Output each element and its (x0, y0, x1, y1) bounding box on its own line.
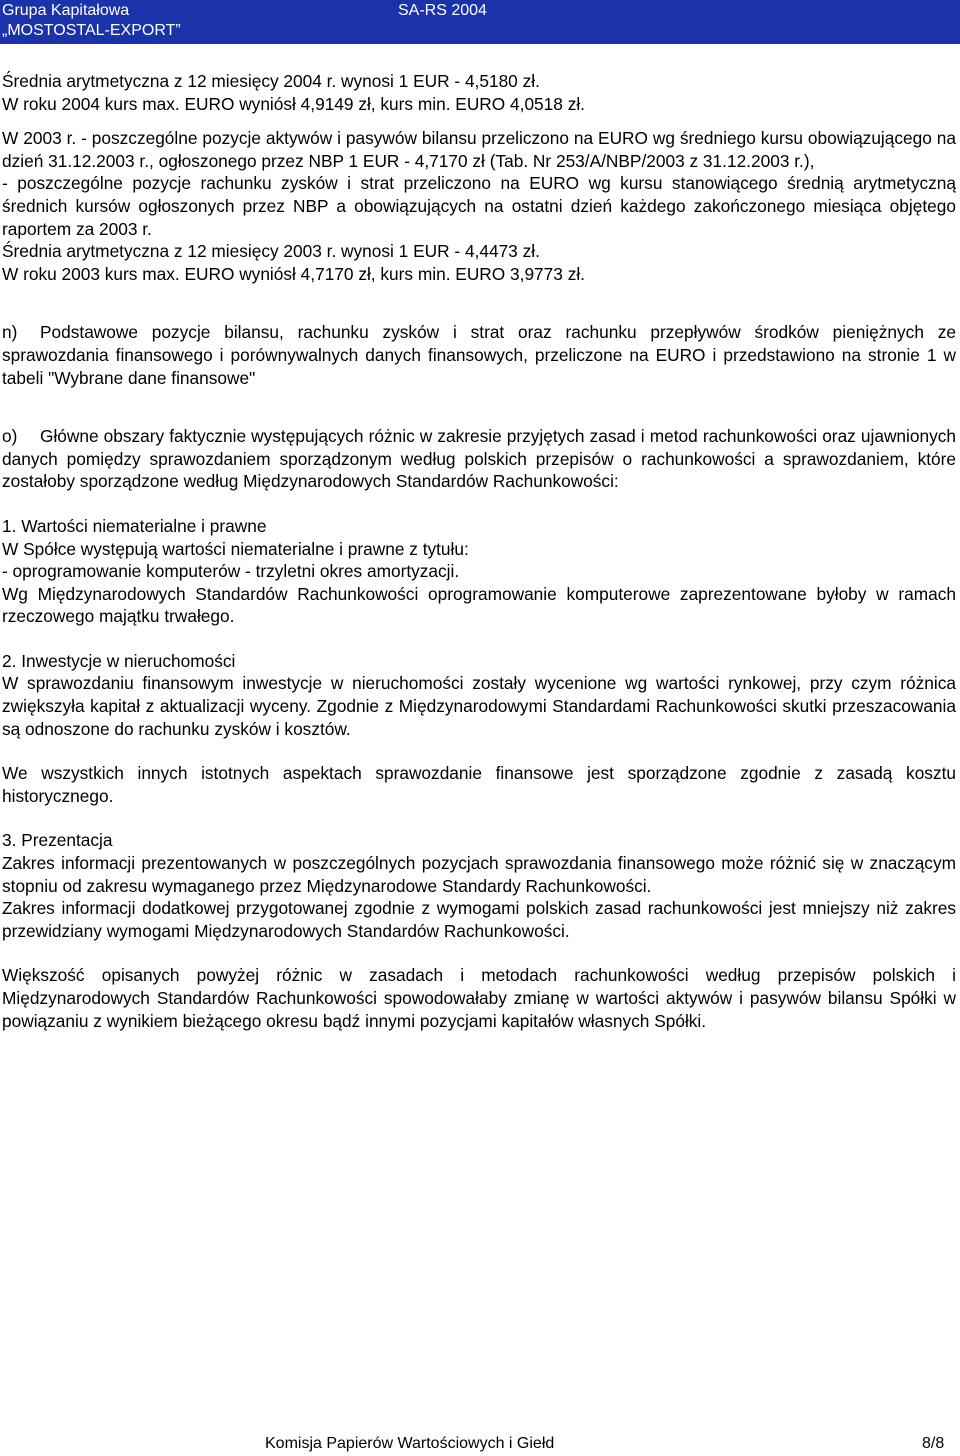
footer-commission: Komisja Papierów Wartościowych i Giełd (265, 1435, 555, 1452)
item-o-marker: o) (2, 426, 18, 447)
paragraph-minmax-2003: W roku 2003 kurs max. EURO wyniósł 4,7170 zł, kurs min. EURO 3,9773 zł. (2, 263, 585, 284)
company-name: Grupa Kapitałowa (2, 2, 130, 19)
page-number: 8/8 (922, 1435, 945, 1452)
section-1-heading: 1. Wartości niematerialne i prawne (2, 515, 267, 536)
section-3-p2: Zakres informacji dodatkowej przygotowanej zgodnie z wymogami polskich zasad rachunkowości jest mniejszy niż zakres przewidziany wymogami Międzynarodowych Standardów Rachunkowości. (2, 898, 956, 941)
item-n-marker: n) (2, 322, 18, 343)
section-2-p2: We wszystkich innych istotnych aspektach sprawozdanie finansowe jest sporządzone zgodnie z zasadą kosztu historycznego. (2, 763, 956, 806)
section-2-p1: W sprawozdaniu finansowym inwestycje w nieruchomości zostały wycenione wg wartości rynkowej, przy czym różnica zwiększyła kapitał z aktualizacji wyceny. Zgodnie z Międzynarodowymi Standardami Rachunkowości skutki przeszacowania są odnoszone do rachunku zysków i kosztów. (2, 673, 956, 739)
section-3-p1: Zakres informacji prezentowanych w poszczególnych pozycjach sprawozdania finansowego może różnić się w znaczącym stopniu od zakresu wymaganego przez Międzynarodowe Standardy Rachunkowości. (2, 853, 956, 896)
document-body (2, 70, 956, 1032)
item-n-text: Podstawowe pozycje bilansu, rachunku zysków i strat oraz rachunku przepływów środków pieniężnych ze sprawozdania finansowego i porównywalnych danych finansowych, przeliczone na EURO i przedstawiono na stronie 1 w tabeli "Wybrane dane finansowe" (2, 322, 956, 388)
paragraph-avg-2004: Średnia arytmetyczna z 12 miesięcy 2004 r. wynosi 1 EUR - 4,5180 zł. (2, 71, 540, 91)
company-name-quoted: „MOSTOSTAL-EXPORT” (2, 22, 181, 39)
paragraph-minmax-2004: W roku 2004 kurs max. EURO wyniósł 4,9149 zł, kurs min. EURO 4,0518 zł. (2, 93, 585, 114)
section-3-p3: Większość opisanych powyżej różnic w zasadach i metodach rachunkowości według przepisów polskich i Międzynarodowych Standardów Rachunkowości spowodowałaby zmianę w wartości aktywów i pasywów bilansu Spółki w powiązaniu z wynikiem bieżącego okresu bądź innymi pozycjami kapitałów własnych Spółki. (2, 965, 956, 1031)
paragraph-2003-balance: W 2003 r. - poszczególne pozycje aktywów i pasywów bilansu przeliczono na EURO wg średniego kursu obowiązującego na dzień 31.12.2003 r., ogłoszonego przez NBP 1 EUR - 4,7170 zł (Tab. Nr 253/A/NBP/2003 z 31.12.2003 r.), (2, 128, 956, 171)
section-1-p2: - oprogramowanie komputerów - trzyletni okres amortyzacji. (2, 561, 460, 582)
paragraph-avg-2003: Średnia arytmetyczna z 12 miesięcy 2003 r. wynosi 1 EUR - 4,4473 zł. (2, 241, 540, 262)
page-header (0, 0, 960, 44)
report-code: SA-RS 2004 (398, 2, 487, 19)
section-1-p1: W Spółce występują wartości niematerialne i prawne z tytułu: (2, 538, 469, 559)
item-o-text: Główne obszary faktycznie występujących różnic w zakresie przyjętych zasad i metod rachunkowości oraz ujawnionych danych pomiędzy sprawozdaniem sporządzonym według polskich przepisów o rachunkowości a sprawozdaniem, które zostałoby sporządzone według Międzynarodowych Standardów Rachunkowości: (2, 426, 956, 492)
paragraph-2003-income: - poszczególne pozycje rachunku zysków i strat przeliczono na EURO wg kursu stanowiącego średnią arytmetyczną średnich kursów ogłoszonych przez NBP a obowiązujących na ostatni dzień każdego zakończonego miesiąca objętego raportem za 2003 r. (2, 173, 956, 239)
section-3-heading: 3. Prezentacja (2, 830, 113, 851)
section-1-p3: Wg Międzynarodowych Standardów Rachunkowości oprogramowanie komputerowe zaprezentowane byłoby w ramach rzeczowego majątku trwałego. (2, 583, 956, 627)
section-2-heading: 2. Inwestycje w nieruchomości (2, 650, 236, 671)
